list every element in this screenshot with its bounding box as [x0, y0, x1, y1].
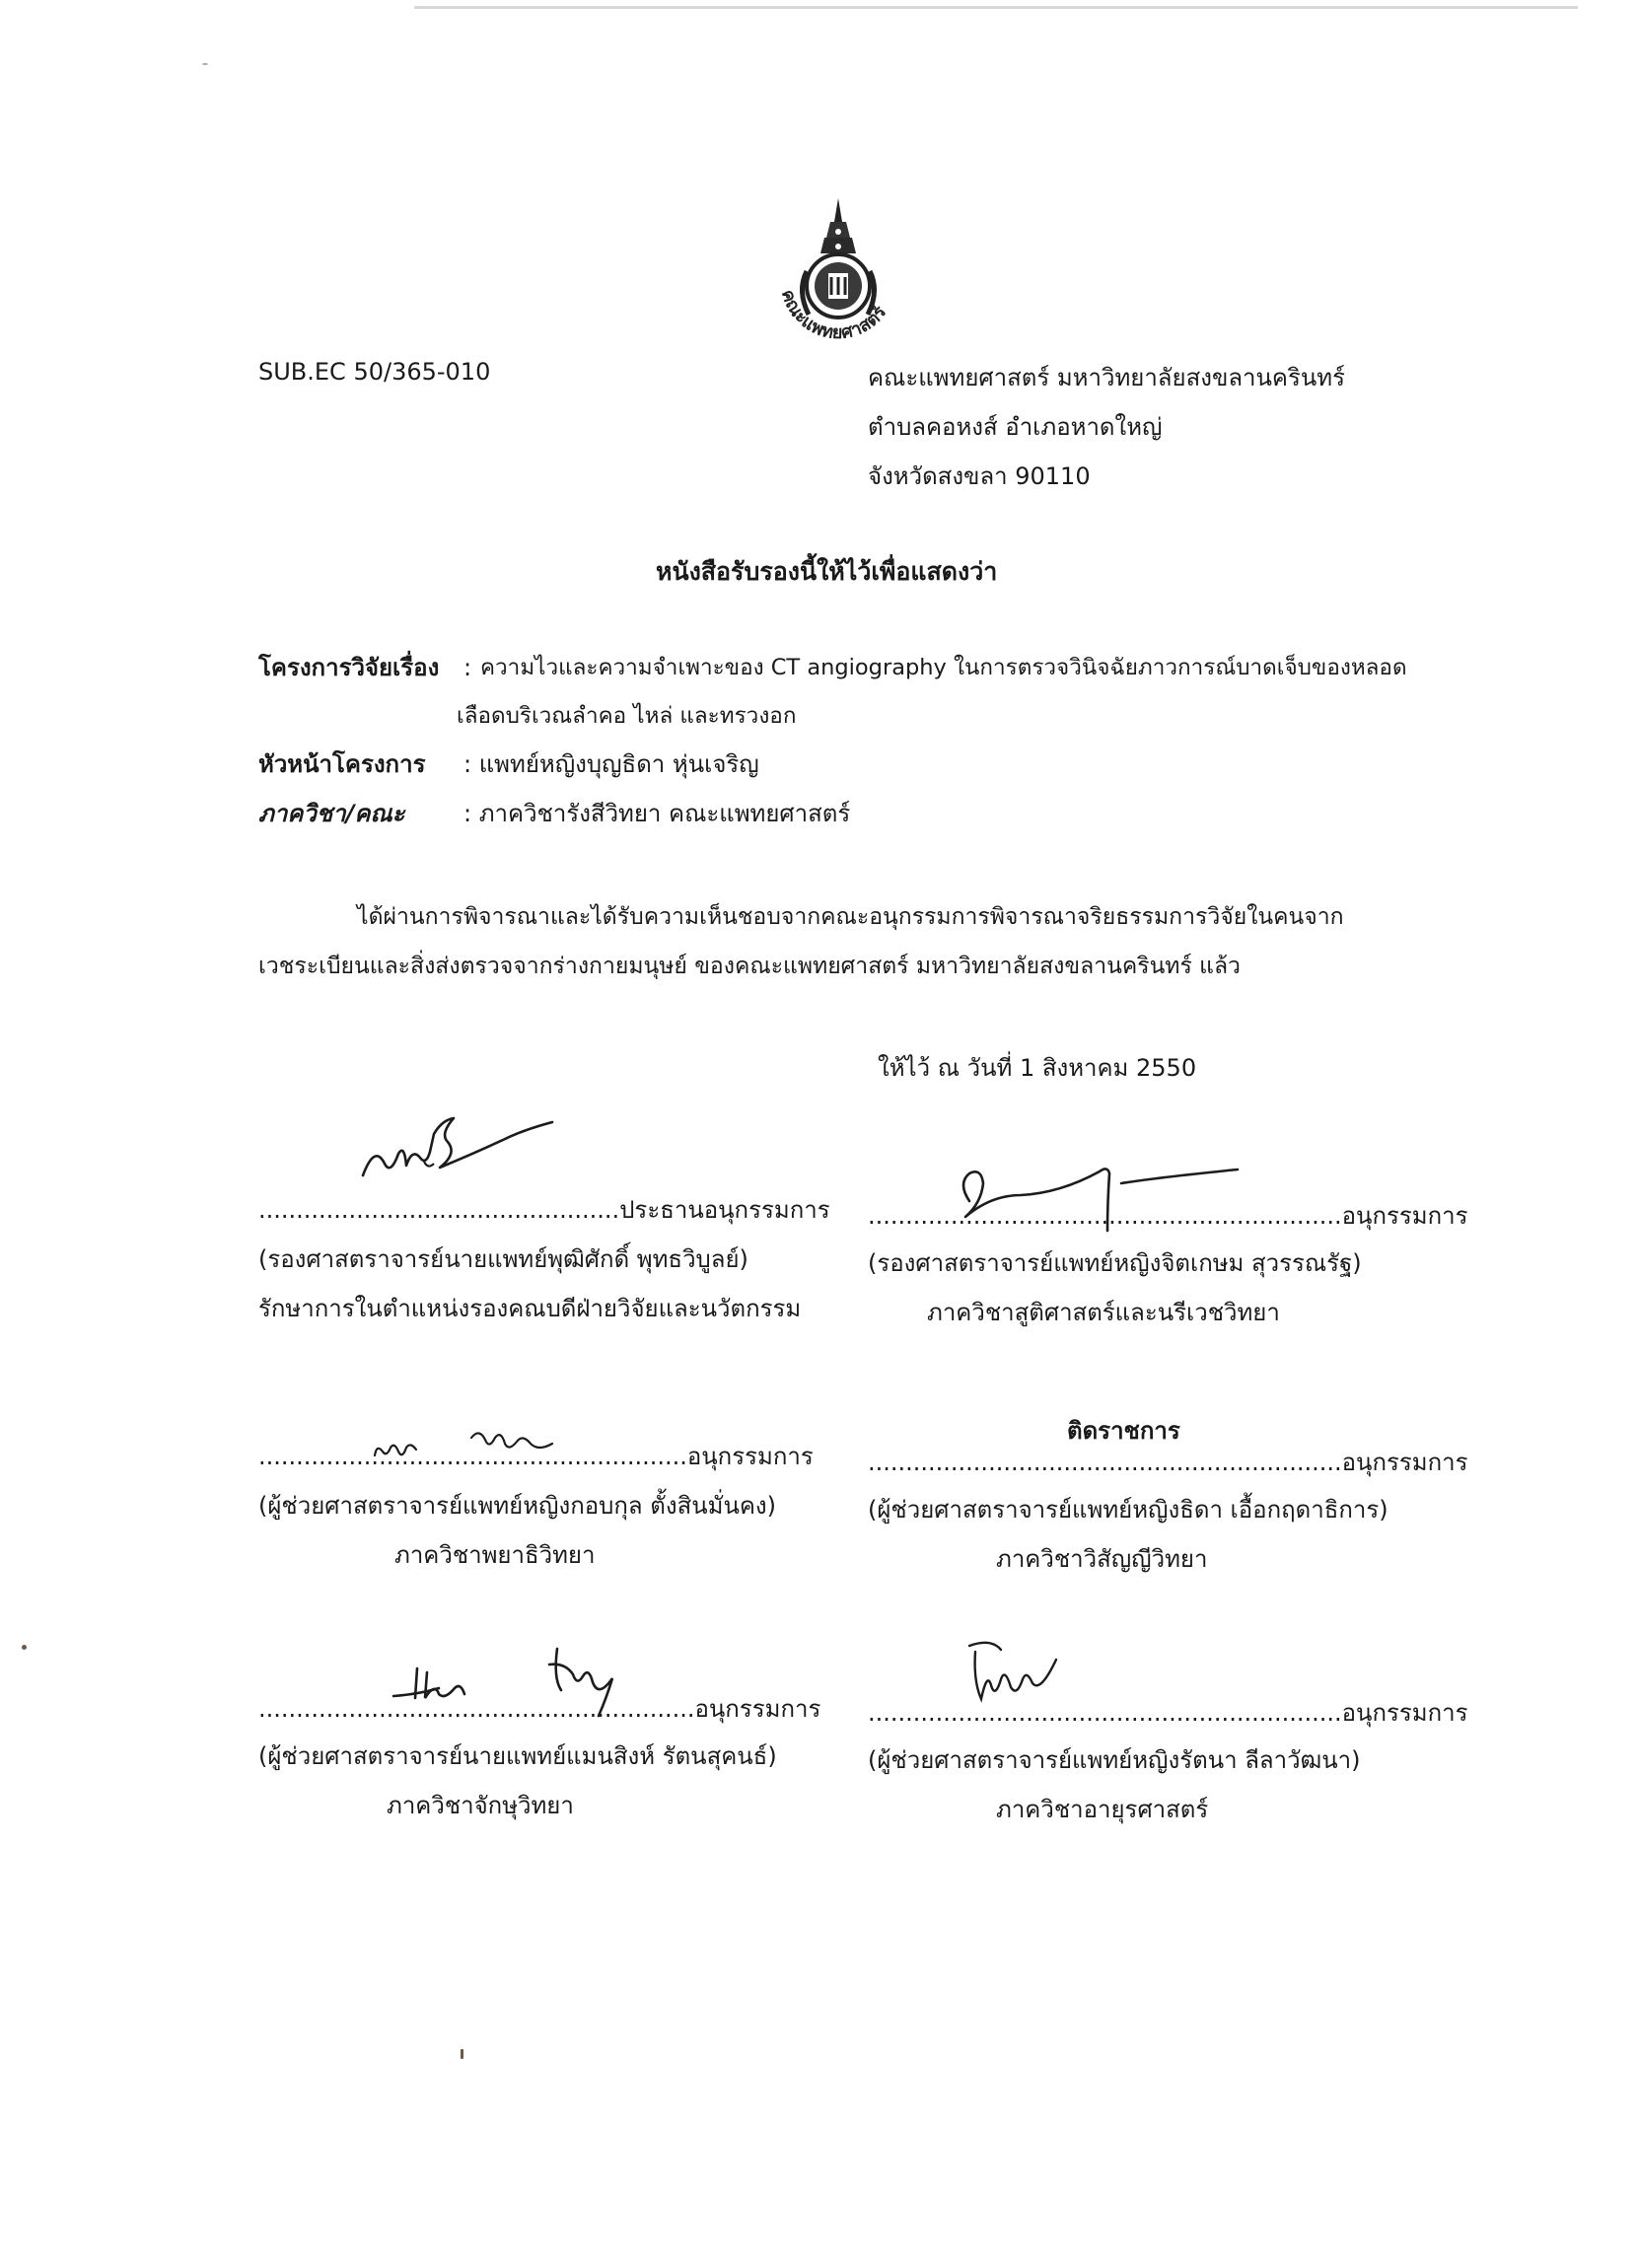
issue-date: ให้ไว้ ณ วันที่ 1 สิงหาคม 2550: [878, 1054, 1197, 1082]
member2-role: อนุกรรมการ: [686, 1443, 814, 1470]
member1-department: ภาควิชาสูติศาสตร์และนรีเวชวิทยา: [927, 1299, 1280, 1326]
chair-signature-icon: [355, 1104, 572, 1193]
member3-status: ติดราชการ: [1067, 1417, 1180, 1445]
member1-dots: ...............................................................: [868, 1202, 1342, 1230]
department-value: : ภาควิชารังสีวิทยา คณะแพทยศาสตร์: [463, 800, 851, 827]
chair-dots: ................................................: [258, 1196, 620, 1224]
project-head-label: หัวหน้าโครงการ: [258, 750, 426, 778]
project-title-line-1: ความไวและความจำเพาะของ CT angiography ในการตรวจวินิจฉัยภาวการณ์บาดเจ็บของหลอด: [480, 655, 1407, 680]
project-separator: :: [463, 654, 472, 681]
body-line-2: เวชระเบียนและสิ่งส่งตรวจจากร่างกายมนุษย์ ของคณะแพทยศาสตร์ มหาวิทยาลัยสงขลานครินทร์ แล้ว: [258, 954, 1241, 979]
member2-dots: .........................................................: [258, 1443, 687, 1470]
project-head-value: : แพทย์หญิงบุญธิดา หุ่นเจริญ: [463, 750, 759, 778]
member5-dots: ...............................................................: [868, 1699, 1342, 1727]
address-line-1: คณะแพทยศาสตร์ มหาวิทยาลัยสงขลานครินทร์: [868, 364, 1345, 391]
member4-name: (ผู้ช่วยศาสตราจารย์นายแพทย์แมนสิงห์ รัตนสุคนธ์): [258, 1742, 777, 1770]
member3-role: อนุกรรมการ: [1341, 1449, 1468, 1476]
member2-department: ภาควิชาพยาธิวิทยา: [394, 1541, 596, 1569]
project-label: โครงการวิจัยเรื่อง: [258, 654, 440, 681]
member5-role: อนุกรรมการ: [1341, 1699, 1468, 1727]
scan-speck: [461, 2049, 463, 2059]
chair-name: (รองศาสตราจารย์นายแพทย์พุฒิศักดิ์ พุทธวิบูลย์): [258, 1245, 748, 1273]
member1-name: (รองศาสตราจารย์แพทย์หญิงจิตเกษม สุวรรณรัฐ): [868, 1249, 1362, 1277]
scan-speck: [202, 63, 208, 65]
member5-name: (ผู้ช่วยศาสตราจารย์แพทย์หญิงรัตนา ลีลาวัฒนา): [868, 1746, 1361, 1774]
member5-signature-line: [868, 1698, 1467, 1728]
scan-speck: [22, 1645, 27, 1650]
member2-name: (ผู้ช่วยศาสตราจารย์แพทย์หญิงกอบกุล ตั้งสินมั่นคง): [258, 1492, 776, 1520]
body-line-1: ได้ผ่านการพิจารณาและได้รับความเห็นชอบจากคณะอนุกรรมการพิจารณาจริยธรรมการวิจัยในคนจาก: [357, 904, 1344, 930]
address-line-2: ตำบลคอหงส์ อำเภอหาดใหญ่: [868, 413, 1163, 441]
member4-signature-line: [258, 1694, 820, 1724]
chair-role: ประธานอนุกรรมการ: [619, 1196, 830, 1224]
project-title-line-2: เลือดบริเวณลำคอ ไหล่ และทรวงอก: [457, 703, 797, 729]
member3-name: (ผู้ช่วยศาสตราจารย์แพทย์หญิงธิดา เอื้อกฤดาธิการ): [868, 1496, 1388, 1524]
member3-dots: ...............................................................: [868, 1449, 1342, 1476]
scan-edge-line: [414, 6, 1578, 9]
reference-number: SUB.EC 50/365-010: [258, 358, 491, 386]
member1-signature-line: [868, 1201, 1467, 1231]
department-label: ภาควิชา/คณะ: [258, 800, 405, 827]
address-line-3: จังหวัดสงขลา 90110: [868, 462, 1091, 490]
certificate-title: หนังสือรับรองนี้ให้ไว้เพื่อแสดงว่า: [656, 557, 998, 586]
member3-signature-line: [868, 1448, 1467, 1477]
crest-text: คณะแพทยศาสตร์: [776, 287, 891, 344]
chair-signature-line: [258, 1195, 830, 1225]
member5-department: ภาควิชาอายุรศาสตร์: [996, 1796, 1209, 1823]
member4-dots: ..........................................................: [258, 1695, 695, 1723]
chair-position: รักษาการในตำแหน่งรองคณบดีฝ่ายวิจัยและนวัตกรรม: [258, 1295, 802, 1322]
member1-role: อนุกรรมการ: [1341, 1202, 1468, 1230]
member4-role: อนุกรรมการ: [694, 1695, 821, 1723]
university-crest-icon: [759, 192, 917, 350]
member2-signature-line: [258, 1442, 814, 1471]
member4-department: ภาควิชาจักษุวิทยา: [387, 1792, 574, 1819]
member3-department: ภาควิชาวิสัญญีวิทยา: [996, 1545, 1208, 1573]
